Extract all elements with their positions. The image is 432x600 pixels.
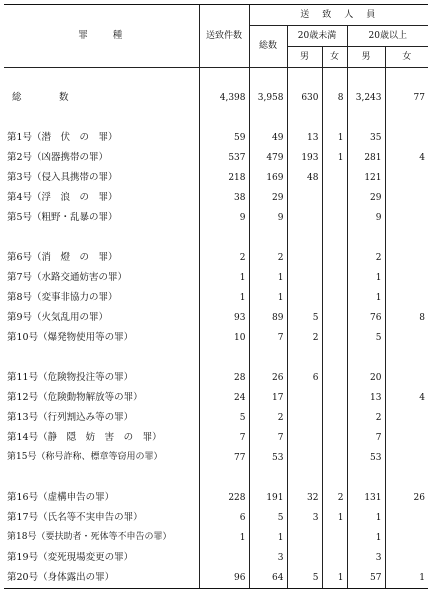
row-label: 第6号（消 燈 の 罪）: [7, 252, 118, 264]
cell-over20-female: [385, 328, 428, 348]
row-label: 第2号（凶器携帯の罪）: [7, 152, 109, 164]
cell-under20-female: 1: [322, 568, 347, 589]
cell-cases: 24: [199, 388, 249, 408]
header-under20: 20歳未満: [287, 26, 347, 47]
table-row: [4, 268, 428, 288]
cell-over20-female: [385, 428, 428, 448]
header-crime: 罪 種: [4, 5, 199, 68]
table-row: [4, 288, 428, 308]
cell-over20-female: [385, 508, 428, 528]
table-row: [4, 128, 428, 148]
row-label: 第18号（要扶助者・死体等不申告の罪）: [7, 532, 172, 543]
row-label: 第14号（静 隠 妨 害 の 罪）: [7, 432, 162, 444]
cell-over20-female: 4: [385, 388, 428, 408]
cell-persons-total: 191: [249, 488, 287, 508]
cell-under20-male: 13: [287, 128, 322, 148]
cell-over20-male: 121: [347, 168, 385, 188]
cell-persons-total: 64: [249, 568, 287, 589]
cell-over20-male: 5: [347, 328, 385, 348]
table-row: [4, 308, 428, 328]
header-over20: 20歳以上: [347, 26, 428, 47]
row-label: 第5号（粗野・乱暴の罪）: [7, 212, 118, 224]
cell-over20-female: [385, 188, 428, 208]
cell-under20-female: [322, 368, 347, 388]
cell-cases: 1: [199, 528, 249, 548]
cell-cases: 93: [199, 308, 249, 328]
cell-under20-male: 3: [287, 508, 322, 528]
row-label: 第7号（水路交通妨害の罪）: [7, 272, 128, 284]
cell-cases: 28: [199, 368, 249, 388]
cell-cases: 59: [199, 128, 249, 148]
total-over20-male: 3,243: [347, 88, 385, 108]
cell-over20-male: 57: [347, 568, 385, 589]
cell-under20-female: [322, 448, 347, 468]
total-row: [4, 88, 428, 108]
cell-over20-female: [385, 168, 428, 188]
cell-over20-male: 35: [347, 128, 385, 148]
cell-cases: 6: [199, 508, 249, 528]
header-under20-male: 男: [287, 47, 322, 68]
header-over20-female: 女: [385, 47, 428, 68]
cell-under20-female: [322, 328, 347, 348]
row-label: 第8号（変事非協力の罪）: [7, 292, 118, 304]
row-label: 第1号（潜 伏 の 罪）: [7, 132, 118, 144]
cell-under20-female: [322, 308, 347, 328]
cell-under20-male: 48: [287, 168, 322, 188]
row-label: 第15号（称号詐称、標章等窃用の罪）: [7, 452, 163, 463]
cell-under20-male: [287, 528, 322, 548]
cell-under20-male: 32: [287, 488, 322, 508]
cell-cases: 1: [199, 288, 249, 308]
cell-over20-female: [385, 208, 428, 228]
row-label: 第4号（浮 浪 の 罪）: [7, 192, 118, 204]
cell-over20-male: 76: [347, 308, 385, 328]
header-over20-male: 男: [347, 47, 385, 68]
table-row: [4, 408, 428, 428]
total-under20-male: 630: [287, 88, 322, 108]
cell-cases: 5: [199, 408, 249, 428]
cell-under20-female: 2: [322, 488, 347, 508]
cell-under20-female: [322, 548, 347, 568]
table-row: [4, 168, 428, 188]
row-label: 第17号（氏名等不実申告の罪）: [7, 512, 143, 524]
row-label: 第12号（危険動物解放等の罪）: [7, 392, 143, 404]
cell-cases: 218: [199, 168, 249, 188]
cell-under20-female: [322, 268, 347, 288]
cell-persons-total: 1: [249, 268, 287, 288]
cell-persons-total: 49: [249, 128, 287, 148]
header-cases: 送致件数: [199, 5, 249, 68]
table-row: [4, 488, 428, 508]
cell-under20-male: 6: [287, 368, 322, 388]
row-label: 第13号（行列割込み等の罪）: [7, 412, 134, 424]
cell-cases: 96: [199, 568, 249, 589]
cell-over20-female: [385, 548, 428, 568]
cell-over20-male: 1: [347, 508, 385, 528]
header-persons: 送 致 人 員: [249, 5, 428, 26]
cell-over20-female: 8: [385, 308, 428, 328]
cell-persons-total: 29: [249, 188, 287, 208]
total-cases: 4,398: [199, 88, 249, 108]
table-body: [4, 128, 428, 589]
cell-over20-female: 4: [385, 148, 428, 168]
table-row: [4, 148, 428, 168]
cell-over20-male: 29: [347, 188, 385, 208]
cell-persons-total: 5: [249, 508, 287, 528]
cell-persons-total: 2: [249, 408, 287, 428]
row-label: 第10号（爆発物使用等の罪）: [7, 332, 134, 344]
cell-under20-female: [322, 288, 347, 308]
table-row: [4, 388, 428, 408]
cell-over20-male: 53: [347, 448, 385, 468]
total-label: 総 数: [12, 92, 83, 104]
cell-over20-male: 131: [347, 488, 385, 508]
cell-under20-male: 2: [287, 328, 322, 348]
crime-statistics-table: [4, 4, 428, 589]
cell-under20-female: [322, 528, 347, 548]
cell-under20-female: [322, 408, 347, 428]
cell-over20-female: [385, 248, 428, 268]
cell-under20-female: 1: [322, 148, 347, 168]
table-row: [4, 248, 428, 268]
cell-persons-total: 7: [249, 428, 287, 448]
cell-over20-female: [385, 128, 428, 148]
cell-over20-male: 9: [347, 208, 385, 228]
total-under20-female: 8: [322, 88, 347, 108]
table-row: [4, 368, 428, 388]
cell-under20-female: [322, 248, 347, 268]
cell-persons-total: 9: [249, 208, 287, 228]
header-row-1: [4, 5, 428, 26]
cell-over20-female: [385, 408, 428, 428]
header-total: 総数: [249, 26, 287, 68]
cell-over20-female: [385, 528, 428, 548]
table-row: [4, 548, 428, 568]
cell-over20-male: 13: [347, 388, 385, 408]
cell-cases: 9: [199, 208, 249, 228]
table-row: [4, 508, 428, 528]
cell-under20-male: 193: [287, 148, 322, 168]
cell-under20-male: [287, 388, 322, 408]
cell-persons-total: 7: [249, 328, 287, 348]
cell-under20-female: [322, 428, 347, 448]
cell-over20-male: 20: [347, 368, 385, 388]
cell-over20-female: [385, 268, 428, 288]
cell-cases: 10: [199, 328, 249, 348]
cell-under20-female: 1: [322, 508, 347, 528]
cell-over20-male: 2: [347, 408, 385, 428]
table-row: [4, 428, 428, 448]
cell-under20-male: 5: [287, 308, 322, 328]
row-label: 第11号（危険物投注等の罪）: [7, 372, 134, 384]
cell-persons-total: 26: [249, 368, 287, 388]
cell-under20-female: [322, 208, 347, 228]
cell-under20-male: [287, 288, 322, 308]
cell-under20-male: [287, 428, 322, 448]
cell-under20-female: [322, 188, 347, 208]
cell-persons-total: 89: [249, 308, 287, 328]
cell-over20-male: 1: [347, 288, 385, 308]
row-label: 第16号（虚構申告の罪）: [7, 492, 115, 504]
cell-over20-female: 1: [385, 568, 428, 589]
table-row: [4, 208, 428, 228]
cell-over20-male: 2: [347, 248, 385, 268]
cell-over20-male: 281: [347, 148, 385, 168]
cell-under20-male: [287, 208, 322, 228]
cell-cases: 38: [199, 188, 249, 208]
cell-over20-male: 1: [347, 268, 385, 288]
cell-under20-male: [287, 448, 322, 468]
cell-cases: 2: [199, 248, 249, 268]
cell-persons-total: 479: [249, 148, 287, 168]
cell-persons-total: 2: [249, 248, 287, 268]
cell-cases: 1: [199, 268, 249, 288]
cell-over20-female: [385, 448, 428, 468]
table-row: [4, 448, 428, 468]
cell-persons-total: 3: [249, 548, 287, 568]
row-label: 第19号（変死現場変更の罪）: [7, 552, 134, 564]
cell-cases: [199, 548, 249, 568]
table-row: [4, 328, 428, 348]
cell-over20-female: 26: [385, 488, 428, 508]
cell-cases: 537: [199, 148, 249, 168]
header-under20-female: 女: [322, 47, 347, 68]
total-persons: 3,958: [249, 88, 287, 108]
cell-over20-male: 3: [347, 548, 385, 568]
cell-under20-female: [322, 388, 347, 408]
cell-under20-female: [322, 168, 347, 188]
total-over20-female: 77: [385, 88, 428, 108]
cell-over20-female: [385, 288, 428, 308]
cell-cases: 77: [199, 448, 249, 468]
cell-cases: 228: [199, 488, 249, 508]
cell-under20-male: [287, 188, 322, 208]
cell-persons-total: 17: [249, 388, 287, 408]
row-label: 第9号（火気乱用の罪）: [7, 312, 109, 324]
cell-cases: 7: [199, 428, 249, 448]
cell-under20-male: [287, 268, 322, 288]
row-label: 第3号（侵入具携帯の罪）: [7, 172, 118, 184]
cell-over20-male: 1: [347, 528, 385, 548]
cell-persons-total: 1: [249, 528, 287, 548]
cell-persons-total: 1: [249, 288, 287, 308]
cell-over20-male: 7: [347, 428, 385, 448]
cell-over20-female: [385, 368, 428, 388]
table-row: [4, 188, 428, 208]
cell-under20-male: [287, 548, 322, 568]
row-label: 第20号（身体露出の罪）: [4, 568, 199, 589]
cell-persons-total: 53: [249, 448, 287, 468]
cell-persons-total: 169: [249, 168, 287, 188]
table-row: [4, 528, 428, 548]
cell-under20-female: 1: [322, 128, 347, 148]
cell-under20-male: [287, 408, 322, 428]
cell-under20-male: [287, 248, 322, 268]
table-row: [4, 568, 428, 589]
cell-under20-male: 5: [287, 568, 322, 589]
